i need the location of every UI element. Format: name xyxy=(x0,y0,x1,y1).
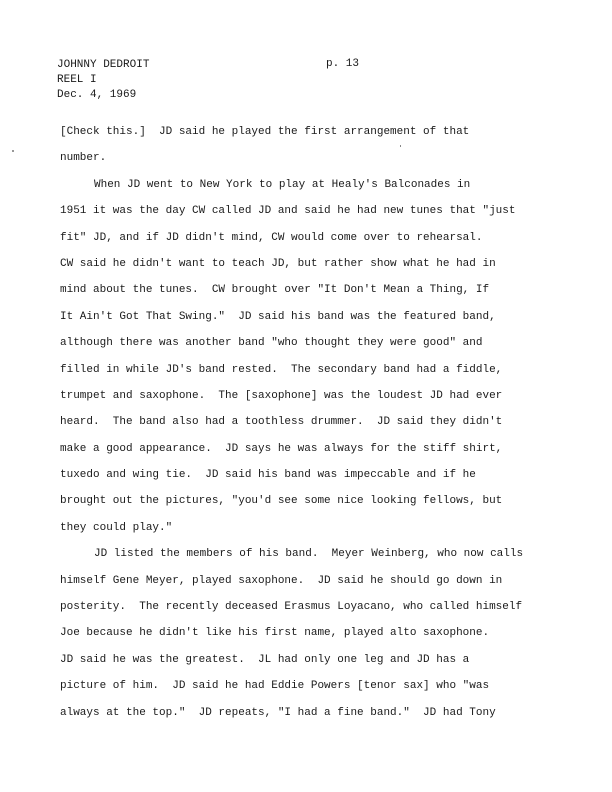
text-line: himself Gene Meyer, played saxophone. JD said he should go down in xyxy=(60,574,503,587)
text-line: It Ain't Got That Swing." JD said his band was the featured band, xyxy=(60,310,496,323)
scan-speck xyxy=(400,145,401,147)
scan-speck xyxy=(12,150,14,152)
text-line: JD listed the members of his band. Meyer Weinberg, who now calls xyxy=(94,548,524,561)
text-line: make a good appearance. JD says he was always for the stiff shirt, xyxy=(60,442,503,455)
text-line: Joe because he didn't like his first name, played alto saxophone. xyxy=(60,627,490,640)
page-number: p. 13 xyxy=(326,58,360,70)
text-line: filled in while JD's band rested. The secondary band had a fiddle, xyxy=(60,363,503,376)
text-line: always at the top." JD repeats, "I had a fine band." JD had Tony xyxy=(60,706,496,719)
text-line: heard. The band also had a toothless drummer. JD said they didn't xyxy=(60,416,503,429)
text-line: fit" JD, and if JD didn't mind, CW would come over to rehearsal. xyxy=(60,231,483,244)
text-line: brought out the pictures, "you'd see some nice looking fellows, but xyxy=(60,495,503,508)
text-line: JD said he was the greatest. JL had only one leg and JD has a xyxy=(60,653,470,666)
text-line: they could play." xyxy=(60,521,173,534)
text-line: trumpet and saxophone. The [saxophone] was the loudest JD had ever xyxy=(60,389,503,402)
header-name: JOHNNY DEDROIT xyxy=(57,59,150,71)
text-line: tuxedo and wing tie. JD said his band was impeccable and if he xyxy=(60,469,476,482)
text-line: 1951 it was the day CW called JD and said he had new tunes that "just xyxy=(60,205,516,218)
header-reel: REEL I xyxy=(57,74,97,86)
text-line: CW said he didn't want to teach JD, but rather show what he had in xyxy=(60,257,496,270)
document-header xyxy=(57,58,149,103)
text-line: [Check this.] JD said he played the first arrangement of that xyxy=(60,126,470,138)
text-line: mind about the tunes. CW brought over "It Don't Mean a Thing, If xyxy=(60,284,490,297)
text-line: although there was another band "who thought they were good" and xyxy=(60,337,483,350)
transcript-body xyxy=(60,125,580,732)
text-line: number. xyxy=(60,152,107,165)
text-line: picture of him. JD said he had Eddie Powers [tenor sax] who "was xyxy=(60,680,490,693)
text-line: When JD went to New York to play at Healy's Balconades in xyxy=(94,178,471,191)
header-date: Dec. 4, 1969 xyxy=(57,89,137,101)
text-line: posterity. The recently deceased Erasmus Loyacano, who called himself xyxy=(60,601,523,614)
